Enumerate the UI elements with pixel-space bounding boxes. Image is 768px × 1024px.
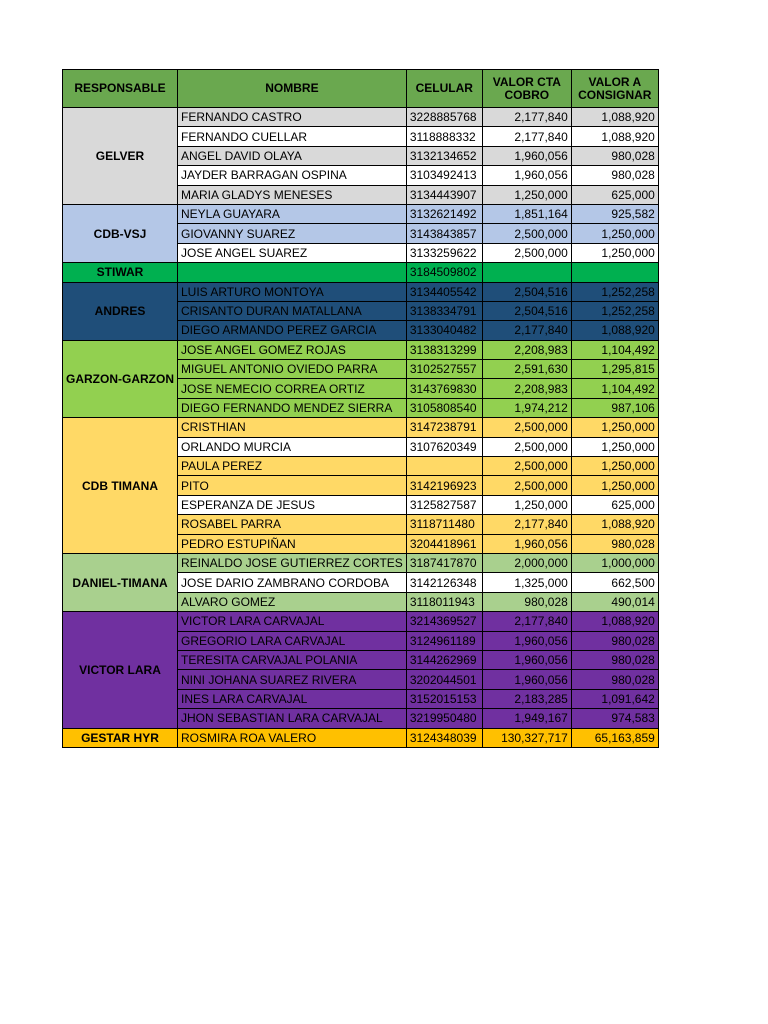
header-row — [63, 70, 659, 108]
nombre-cell[interactable]: INES LARA CARVAJAL — [178, 689, 407, 708]
valor-a-consignar-cell[interactable]: 65,163,859 — [571, 728, 658, 747]
valor-cta-cobro-cell[interactable] — [482, 263, 571, 282]
valor-cta-cobro-cell[interactable]: 1,960,056 — [482, 631, 571, 650]
valor-cta-cobro-cell[interactable]: 1,960,056 — [482, 650, 571, 669]
nombre-cell[interactable] — [178, 263, 407, 282]
nombre-cell[interactable]: NEYLA GUAYARA — [178, 204, 407, 223]
responsable-cell[interactable]: CDB-VSJ — [63, 204, 178, 262]
valor-cta-cobro-cell[interactable]: 2,504,516 — [482, 282, 571, 301]
valor-a-consignar-cell[interactable]: 987,106 — [571, 398, 658, 417]
valor-a-consignar-cell[interactable]: 1,088,920 — [571, 108, 658, 127]
valor-a-consignar-cell[interactable]: 1,250,000 — [571, 437, 658, 456]
celular-cell[interactable]: 3118711480 — [406, 515, 482, 534]
nombre-cell[interactable]: GREGORIO LARA CARVAJAL — [178, 631, 407, 650]
valor-cta-cobro-cell[interactable]: 2,504,516 — [482, 301, 571, 320]
responsable-cell[interactable]: DANIEL-TIMANA — [63, 553, 178, 611]
valor-cta-cobro-cell[interactable]: 980,028 — [482, 592, 571, 611]
spreadsheet-table — [62, 69, 659, 748]
valor-cta-cobro-cell[interactable]: 2,500,000 — [482, 418, 571, 437]
nombre-cell[interactable]: PITO — [178, 476, 407, 495]
valor-cta-cobro-cell[interactable]: 130,327,717 — [482, 728, 571, 747]
valor-cta-cobro-cell[interactable]: 2,177,840 — [482, 515, 571, 534]
nombre-cell[interactable]: ANGEL DAVID OLAYA — [178, 146, 407, 165]
valor-a-consignar-cell[interactable]: 1,252,258 — [571, 282, 658, 301]
valor-cta-cobro-cell[interactable]: 2,177,840 — [482, 127, 571, 146]
valor-cta-cobro-cell[interactable]: 2,000,000 — [482, 553, 571, 572]
celular-cell[interactable]: 3219950480 — [406, 709, 482, 728]
nombre-cell[interactable]: ESPERANZA DE JESUS — [178, 495, 407, 514]
celular-cell[interactable]: 3138334791 — [406, 301, 482, 320]
celular-cell[interactable]: 3152015153 — [406, 689, 482, 708]
celular-cell[interactable]: 3202044501 — [406, 670, 482, 689]
header-valor-cta-cobro[interactable]: VALOR CTA COBRO — [482, 70, 571, 108]
nombre-cell[interactable]: ROSABEL PARRA — [178, 515, 407, 534]
celular-cell[interactable]: 3134405542 — [406, 282, 482, 301]
valor-cta-cobro-cell[interactable]: 2,177,840 — [482, 108, 571, 127]
celular-cell[interactable]: 3184509802 — [406, 263, 482, 282]
valor-a-consignar-cell[interactable]: 625,000 — [571, 495, 658, 514]
nombre-cell[interactable]: DIEGO FERNANDO MENDEZ SIERRA — [178, 398, 407, 417]
table-row — [63, 204, 659, 223]
celular-cell[interactable]: 3142126348 — [406, 573, 482, 592]
celular-cell[interactable]: 3204418961 — [406, 534, 482, 553]
nombre-cell[interactable]: ROSMIRA ROA VALERO — [178, 728, 407, 747]
valor-a-consignar-cell[interactable]: 925,582 — [571, 204, 658, 223]
valor-a-consignar-cell[interactable]: 980,028 — [571, 631, 658, 650]
valor-cta-cobro-cell[interactable]: 1,325,000 — [482, 573, 571, 592]
responsable-cell[interactable]: VICTOR LARA — [63, 612, 178, 728]
celular-cell[interactable]: 3102527557 — [406, 360, 482, 379]
valor-a-consignar-cell[interactable]: 980,028 — [571, 650, 658, 669]
celular-cell[interactable]: 3124961189 — [406, 631, 482, 650]
nombre-cell[interactable]: VICTOR LARA CARVAJAL — [178, 612, 407, 631]
valor-cta-cobro-cell[interactable]: 1,250,000 — [482, 495, 571, 514]
valor-a-consignar-cell[interactable]: 1,088,920 — [571, 321, 658, 340]
valor-cta-cobro-cell[interactable]: 2,500,000 — [482, 224, 571, 243]
header-valor-a-consignar[interactable]: VALOR A CONSIGNAR — [571, 70, 658, 108]
valor-cta-cobro-cell[interactable]: 1,250,000 — [482, 185, 571, 204]
nombre-cell[interactable]: MIGUEL ANTONIO OVIEDO PARRA — [178, 360, 407, 379]
table-row — [63, 282, 659, 301]
valor-a-consignar-cell[interactable]: 1,252,258 — [571, 301, 658, 320]
valor-cta-cobro-cell[interactable]: 2,177,840 — [482, 612, 571, 631]
valor-a-consignar-cell[interactable]: 1,104,492 — [571, 379, 658, 398]
nombre-cell[interactable]: DIEGO ARMANDO PEREZ GARCIA — [178, 321, 407, 340]
valor-cta-cobro-cell[interactable]: 1,974,212 — [482, 398, 571, 417]
nombre-cell[interactable]: LUIS ARTURO MONTOYA — [178, 282, 407, 301]
celular-cell[interactable]: 3187417870 — [406, 553, 482, 572]
responsable-cell[interactable]: GELVER — [63, 108, 178, 205]
valor-a-consignar-cell[interactable]: 625,000 — [571, 185, 658, 204]
celular-cell[interactable]: 3105808540 — [406, 398, 482, 417]
celular-cell[interactable]: 3214369527 — [406, 612, 482, 631]
valor-a-consignar-cell[interactable] — [571, 263, 658, 282]
valor-a-consignar-cell[interactable]: 1,250,000 — [571, 243, 658, 262]
valor-a-consignar-cell[interactable]: 1,091,642 — [571, 689, 658, 708]
valor-a-consignar-cell[interactable]: 1,088,920 — [571, 127, 658, 146]
celular-cell[interactable]: 3124348039 — [406, 728, 482, 747]
table-row — [63, 418, 659, 437]
valor-cta-cobro-cell[interactable]: 2,208,983 — [482, 340, 571, 359]
header-nombre[interactable]: NOMBRE — [178, 70, 407, 108]
celular-cell[interactable]: 3138313299 — [406, 340, 482, 359]
celular-cell[interactable]: 3142196923 — [406, 476, 482, 495]
celular-cell[interactable] — [406, 457, 482, 476]
celular-cell[interactable]: 3228885768 — [406, 108, 482, 127]
celular-cell[interactable]: 3125827587 — [406, 495, 482, 514]
nombre-cell[interactable]: REINALDO JOSE GUTIERREZ CORTES — [178, 553, 407, 572]
nombre-cell[interactable]: CRISANTO DURAN MATALLANA — [178, 301, 407, 320]
celular-cell[interactable]: 3103492413 — [406, 166, 482, 185]
nombre-cell[interactable]: ORLANDO MURCIA — [178, 437, 407, 456]
nombre-cell[interactable]: JHON SEBASTIAN LARA CARVAJAL — [178, 709, 407, 728]
valor-cta-cobro-cell[interactable]: 1,960,056 — [482, 670, 571, 689]
valor-cta-cobro-cell[interactable]: 1,960,056 — [482, 166, 571, 185]
celular-cell[interactable]: 3143843857 — [406, 224, 482, 243]
nombre-cell[interactable]: NINI JOHANA SUAREZ RIVERA — [178, 670, 407, 689]
celular-cell[interactable]: 3118888332 — [406, 127, 482, 146]
valor-cta-cobro-cell[interactable]: 1,960,056 — [482, 534, 571, 553]
valor-a-consignar-cell[interactable]: 980,028 — [571, 146, 658, 165]
responsable-cell[interactable]: GARZON-GARZON — [63, 340, 178, 418]
header-celular[interactable]: CELULAR — [406, 70, 482, 108]
responsable-cell[interactable]: GESTAR HYR — [63, 728, 178, 747]
valor-a-consignar-cell[interactable]: 662,500 — [571, 573, 658, 592]
valor-a-consignar-cell[interactable]: 1,250,000 — [571, 224, 658, 243]
responsable-cell[interactable]: STIWAR — [63, 263, 178, 282]
valor-cta-cobro-cell[interactable]: 2,183,285 — [482, 689, 571, 708]
nombre-cell[interactable]: FERNANDO CUELLAR — [178, 127, 407, 146]
celular-cell[interactable]: 3134443907 — [406, 185, 482, 204]
responsable-cell[interactable]: ANDRES — [63, 282, 178, 340]
valor-a-consignar-cell[interactable]: 1,250,000 — [571, 457, 658, 476]
celular-cell[interactable]: 3143769830 — [406, 379, 482, 398]
nombre-cell[interactable]: JAYDER BARRAGAN OSPINA — [178, 166, 407, 185]
celular-cell[interactable]: 3147238791 — [406, 418, 482, 437]
valor-cta-cobro-cell[interactable]: 2,500,000 — [482, 476, 571, 495]
table-row — [63, 553, 659, 572]
valor-a-consignar-cell[interactable]: 980,028 — [571, 534, 658, 553]
nombre-cell[interactable]: ALVARO GOMEZ — [178, 592, 407, 611]
nombre-cell[interactable]: JOSE ANGEL GOMEZ ROJAS — [178, 340, 407, 359]
nombre-cell[interactable]: JOSE DARIO ZAMBRANO CORDOBA — [178, 573, 407, 592]
valor-cta-cobro-cell[interactable]: 1,949,167 — [482, 709, 571, 728]
nombre-cell[interactable]: JOSE ANGEL SUAREZ — [178, 243, 407, 262]
valor-cta-cobro-cell[interactable]: 2,177,840 — [482, 321, 571, 340]
valor-a-consignar-cell[interactable]: 1,088,920 — [571, 515, 658, 534]
nombre-cell[interactable]: PAULA PEREZ — [178, 457, 407, 476]
valor-a-consignar-cell[interactable]: 1,104,492 — [571, 340, 658, 359]
valor-a-consignar-cell[interactable]: 490,014 — [571, 592, 658, 611]
nombre-cell[interactable]: PEDRO ESTUPIÑAN — [178, 534, 407, 553]
celular-cell[interactable]: 3118011943 — [406, 592, 482, 611]
valor-a-consignar-cell[interactable]: 1,250,000 — [571, 476, 658, 495]
valor-a-consignar-cell[interactable]: 1,000,000 — [571, 553, 658, 572]
valor-a-consignar-cell[interactable]: 1,295,815 — [571, 360, 658, 379]
valor-cta-cobro-cell[interactable]: 2,208,983 — [482, 379, 571, 398]
valor-cta-cobro-cell[interactable]: 2,500,000 — [482, 457, 571, 476]
header-responsable[interactable]: RESPONSABLE — [63, 70, 178, 108]
valor-a-consignar-cell[interactable]: 1,250,000 — [571, 418, 658, 437]
table-row — [63, 612, 659, 631]
nombre-cell[interactable]: MARIA GLADYS MENESES — [178, 185, 407, 204]
nombre-cell[interactable]: JOSE NEMECIO CORREA ORTIZ — [178, 379, 407, 398]
valor-a-consignar-cell[interactable]: 980,028 — [571, 670, 658, 689]
valor-cta-cobro-cell[interactable]: 2,500,000 — [482, 243, 571, 262]
celular-cell[interactable]: 3132621492 — [406, 204, 482, 223]
table-body — [63, 108, 659, 748]
celular-cell[interactable]: 3132134652 — [406, 146, 482, 165]
table-row — [63, 728, 659, 747]
celular-cell[interactable]: 3107620349 — [406, 437, 482, 456]
celular-cell[interactable]: 3133040482 — [406, 321, 482, 340]
table-row — [63, 108, 659, 127]
valor-cta-cobro-cell[interactable]: 1,960,056 — [482, 146, 571, 165]
nombre-cell[interactable]: FERNANDO CASTRO — [178, 108, 407, 127]
valor-cta-cobro-cell[interactable]: 1,851,164 — [482, 204, 571, 223]
nombre-cell[interactable]: CRISTHIAN — [178, 418, 407, 437]
responsable-cell[interactable]: CDB TIMANA — [63, 418, 178, 554]
table-row — [63, 340, 659, 359]
valor-cta-cobro-cell[interactable]: 2,500,000 — [482, 437, 571, 456]
celular-cell[interactable]: 3144262969 — [406, 650, 482, 669]
valor-a-consignar-cell[interactable]: 980,028 — [571, 166, 658, 185]
table-row — [63, 263, 659, 282]
valor-cta-cobro-cell[interactable]: 2,591,630 — [482, 360, 571, 379]
valor-a-consignar-cell[interactable]: 1,088,920 — [571, 612, 658, 631]
valor-a-consignar-cell[interactable]: 974,583 — [571, 709, 658, 728]
nombre-cell[interactable]: GIOVANNY SUAREZ — [178, 224, 407, 243]
celular-cell[interactable]: 3133259622 — [406, 243, 482, 262]
nombre-cell[interactable]: TERESITA CARVAJAL POLANIA — [178, 650, 407, 669]
